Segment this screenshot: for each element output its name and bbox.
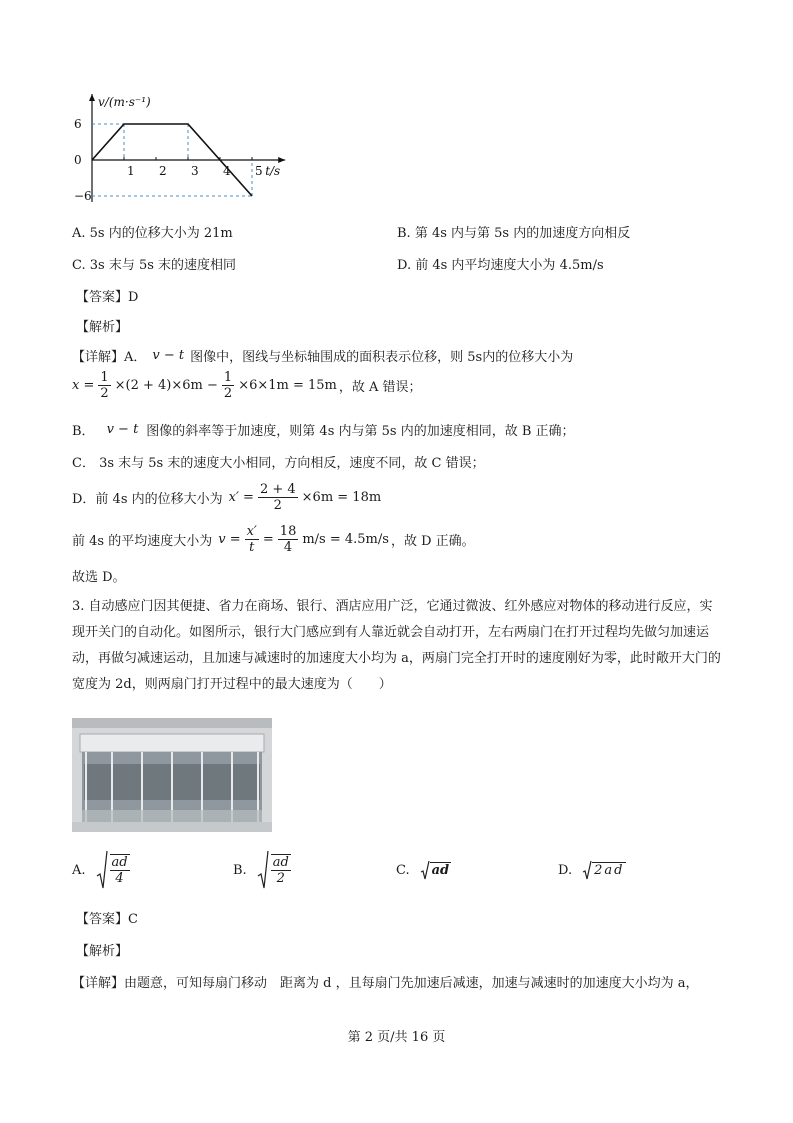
q3-option-d-value: 2ad <box>594 863 625 878</box>
eq-v-frac2-den: 4 <box>283 540 293 555</box>
q3-option-c <box>396 860 451 880</box>
q3-option-a-num: ad <box>111 855 128 870</box>
vt-symbol: v − t <box>152 348 185 363</box>
q2-detail-d2 <box>72 524 475 555</box>
eq-v-frac2 <box>278 524 299 555</box>
eq-d-frac-num: 2 + 4 <box>259 482 296 497</box>
eq-a-frac1-den: 2 <box>100 386 109 401</box>
q2-detail-a <box>72 346 573 365</box>
eq-a-mid: ×(2 + 4)×6m − <box>114 378 218 393</box>
q2-detail-c: C． 3s 末与 5s 末的速度大小相同，方向相反，速度不同，故 C 错误； <box>72 456 485 471</box>
eq-a-frac1 <box>98 370 110 401</box>
y-axis-arrow-icon <box>89 94 95 101</box>
x-axis-arrow-icon <box>278 157 285 163</box>
q2-option-a: A. 5s 内的位移大小为 21m <box>72 226 233 241</box>
q3-option-a-expr <box>96 850 132 890</box>
eq-v-eq: = <box>262 532 274 547</box>
detail-a-prefix: 【详解】A． <box>72 350 147 365</box>
q2-option-b: B. 第 4s 内与第 5s 内的加速度方向相反 <box>397 226 631 241</box>
eq-a-end: ×6×1m = 15m <box>238 378 337 393</box>
detail-d2-tail: ，故 D 正确。 <box>390 534 475 549</box>
eq-d-frac-den: 2 <box>273 498 282 513</box>
detail-b-prefix: B． <box>72 424 95 439</box>
q3-option-b <box>233 850 293 890</box>
eq-v-end: m/s = 4.5m/s <box>302 532 389 547</box>
eq-v-frac1-den: t <box>249 540 255 555</box>
q3-option-d-label: D. <box>558 862 573 878</box>
x-axis-label: t/s <box>265 164 281 178</box>
q2-detail-b <box>72 420 575 439</box>
sqrt-sign-icon <box>582 860 592 880</box>
detail-b-text: 图像的斜率等于加速度，则第 4s 内与第 5s 内的加速度相同，故 B 正确； <box>146 424 575 439</box>
eq-a-frac1-num: 1 <box>100 370 109 385</box>
q3-option-b-expr <box>257 850 293 890</box>
eq-v-frac1 <box>245 524 259 555</box>
q3-option-a-label: A. <box>72 862 86 878</box>
q3-question-text: 3. 自动感应门因其便捷、省力在商场、银行、酒店应用广泛，它通过微波、红外感应对物体的移动进行反应，实现开关门的自动化。如图所示，银行大门感应到有人靠近就会自动打开，左右两扇门在打开过程均先做匀加速运动，再做匀减速运动，且加速与减速时的加速度大小均为 a，两扇门完全打开时的速度刚好为零，此时敞开大门的宽度为 2d，则两扇门打开过程中的最大速度为（ ） <box>72 599 721 692</box>
eq-a-frac2-num: 1 <box>223 370 233 385</box>
q3-option-a-den: 4 <box>115 871 124 886</box>
q2-option-d: D. 前 4s 内平均速度大小为 4.5m/s <box>397 258 604 273</box>
eq-v-frac2-num: 18 <box>279 524 297 539</box>
q3-option-d <box>558 860 626 880</box>
page-footer: 第 2 页/共 16 页 <box>347 1030 446 1045</box>
x-tick-label-1: 1 <box>127 164 135 178</box>
x-tick-label-3: 3 <box>191 164 199 178</box>
eq-d-end: ×6m = 18m <box>301 490 382 505</box>
y-tick-label-0: 6 <box>74 117 82 131</box>
q3-option-b-num: ad <box>272 855 289 870</box>
q3-option-c-label: C. <box>396 862 410 878</box>
x-tick-label-5: 5 <box>255 164 263 178</box>
sqrt-sign-icon <box>257 850 269 890</box>
q3-analysis-label: 【解析】 <box>76 944 129 959</box>
q3-answer: 【答案】C <box>76 912 138 927</box>
detail-d-prefix: D．前 4s 内的位移大小为 <box>72 492 223 507</box>
eq-d-frac <box>258 482 298 513</box>
q2-option-c: C. 3s 末与 5s 末的速度相同 <box>72 258 237 273</box>
q2-analysis-label: 【解析】 <box>76 320 129 335</box>
q2-conclusion: 故选 D。 <box>72 570 126 585</box>
eq-d-x: x′ = <box>228 490 254 505</box>
detail-a-text: 图像中，图线与坐标轴围成的面积表示位移，则 5s内的位移大小为 <box>190 350 574 365</box>
q3-option-d-expr <box>582 860 626 880</box>
q3-option-a <box>72 850 132 890</box>
q3-option-c-value: ad <box>431 863 450 878</box>
q3-option-c-expr <box>420 860 452 880</box>
eq-v-frac1-num: x′ <box>246 524 257 539</box>
eq-a-x: x = <box>72 378 95 393</box>
y-tick-label-1: 0 <box>74 153 82 167</box>
sqrt-sign-icon <box>96 850 108 890</box>
q2-detail-d <box>72 482 381 513</box>
x-tick-label-2: 2 <box>159 164 167 178</box>
q2-answer: 【答案】D <box>76 290 139 305</box>
q3-option-b-den: 2 <box>276 871 285 886</box>
bank-door-photo <box>72 718 272 832</box>
y-tick-label-2: −6 <box>74 189 92 203</box>
y-axis-label: v/(m·s⁻¹) <box>98 95 151 109</box>
q3-detail: 【详解】由题意，可知每扇门移动 距离为 d ，且每扇门先加速后减速，加速与减速时的加速度大小均为 a， <box>72 976 699 991</box>
detail-d2-prefix: 前 4s 的平均速度大小为 <box>72 534 213 549</box>
q3-option-b-label: B. <box>233 862 247 878</box>
vt-graph <box>70 88 310 208</box>
vt-symbol-b: v − t <box>106 422 139 437</box>
sqrt-sign-icon <box>420 860 430 880</box>
eq-a-frac2-den: 2 <box>223 386 233 401</box>
eq-a-frac2 <box>222 370 234 401</box>
eq-a-tail: ，故 A 错误； <box>338 380 422 395</box>
equation-a <box>72 370 422 401</box>
eq-v-v: v = <box>218 532 241 547</box>
x-tick-label-4: 4 <box>223 164 231 178</box>
